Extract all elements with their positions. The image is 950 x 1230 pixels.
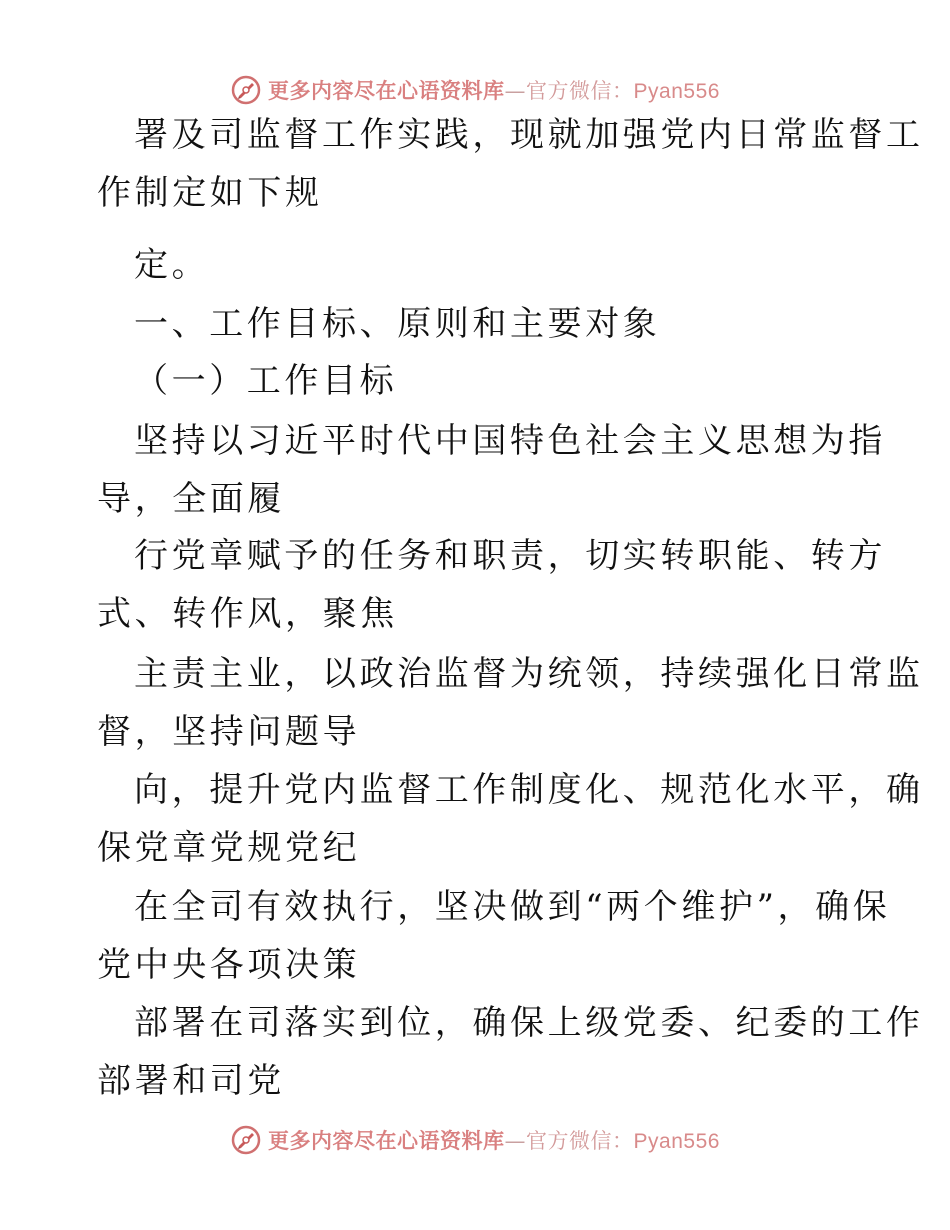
body-line: 在全司有效执行，坚决做到“两个维护”，确保 — [134, 887, 891, 927]
quill-logo-icon — [230, 1124, 262, 1156]
body-line: 部署和司党 — [97, 1061, 285, 1101]
body-line: 定。 — [134, 245, 210, 285]
body-line: 主责主业，以政治监督为统领，持续强化日常监 — [134, 654, 924, 694]
quill-logo-icon — [230, 74, 262, 106]
body-line: 向，提升党内监督工作制度化、规范化水平，确 — [134, 770, 924, 810]
subsection-heading: （一）工作目标 — [134, 361, 398, 401]
watermark-id: Pyan556 — [633, 80, 720, 103]
body-line: 党中央各项决策 — [97, 945, 361, 985]
body-line: 坚持以习近平时代中国特色社会主义思想为指 — [134, 421, 886, 461]
watermark-text — [268, 1125, 720, 1155]
watermark-main: 更多内容尽在心语资料库 — [268, 1129, 505, 1153]
body-line: 督，坚持问题导 — [97, 712, 361, 752]
watermark-sub: 官方微信： — [526, 79, 634, 103]
watermark-id: Pyan556 — [633, 1130, 720, 1153]
body-line: 式、转作风，聚焦 — [97, 594, 398, 634]
body-line: 部署在司落实到位，确保上级党委、纪委的工作 — [134, 1003, 924, 1043]
section-heading: 一、工作目标、原则和主要对象 — [134, 304, 661, 344]
body-line: 署及司监督工作实践，现就加强党内日常监督工 — [134, 115, 924, 155]
watermark-separator: — — [504, 79, 527, 103]
body-line: 保党章党规党纪 — [97, 828, 361, 868]
watermark-footer — [0, 1120, 950, 1160]
watermark-text — [268, 75, 720, 105]
body-line: 行党章赋予的任务和职责，切实转职能、转方 — [134, 536, 886, 576]
watermark-sub: 官方微信： — [526, 1129, 634, 1153]
watermark-separator: — — [504, 1129, 527, 1153]
body-line: 导，全面履 — [97, 479, 285, 519]
watermark-main: 更多内容尽在心语资料库 — [268, 79, 505, 103]
body-line: 作制定如下规 — [97, 173, 323, 213]
watermark-header — [0, 70, 950, 110]
